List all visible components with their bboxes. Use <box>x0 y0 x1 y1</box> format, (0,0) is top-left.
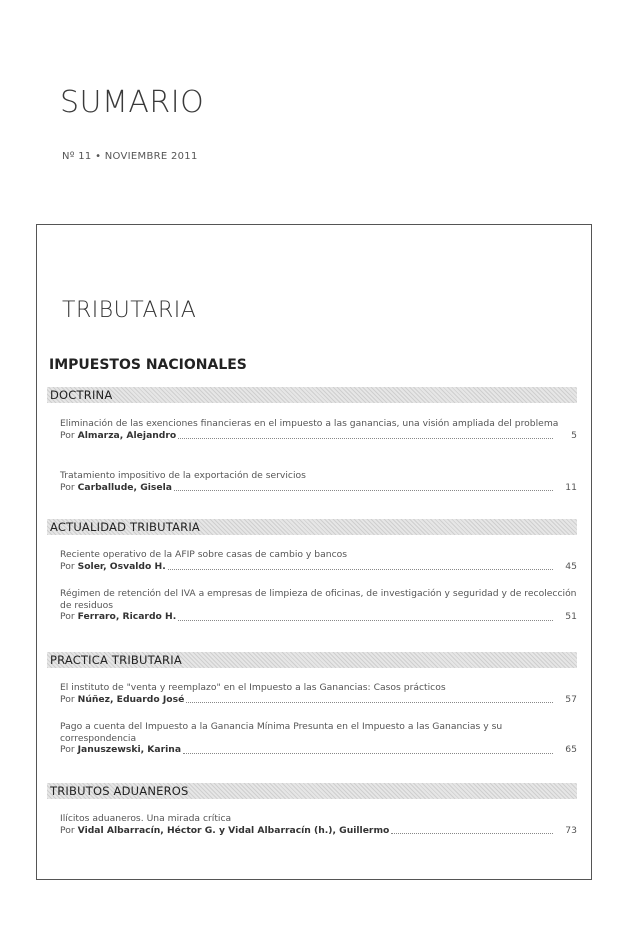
entry-por: Por <box>60 481 75 493</box>
toc-entry[interactable] <box>60 721 577 756</box>
entry-page-number: 65 <box>565 744 577 755</box>
entry-title: Eliminación de las exenciones financieras en el impuesto a las ganancias, una visión ampliada del problema <box>60 418 559 429</box>
entry-page-number: 51 <box>565 611 577 622</box>
entry-author: Vidal Albarracín, Héctor G. y Vidal Albarracín (h.), Guillermo <box>77 824 390 836</box>
entry-page-number: 57 <box>565 693 577 705</box>
entry-por: Por <box>60 824 75 836</box>
entry-page-number: 5 <box>571 429 577 441</box>
entry-por: Por <box>60 693 75 705</box>
entry-author-line <box>60 430 577 442</box>
category-label: TRIBUTOS ADUANEROS <box>50 784 189 798</box>
subsection-title: IMPUESTOS NACIONALES <box>49 357 247 373</box>
dot-leader <box>183 753 553 754</box>
entry-page-number: 73 <box>565 824 577 836</box>
toc-entry[interactable] <box>60 549 577 572</box>
entry-title: Reciente operativo de la AFIP sobre casas de cambio y bancos <box>60 549 348 560</box>
category-header-doctrina <box>47 387 577 403</box>
entry-por: Por <box>60 429 75 441</box>
entry-por: Por <box>60 744 75 755</box>
entry-por: Por <box>60 560 75 572</box>
dot-leader <box>178 438 553 439</box>
toc-entry[interactable] <box>60 588 577 623</box>
entry-title: El instituto de "venta y reemplazo" en el Impuesto a las Ganancias: Casos prácticos <box>60 682 446 693</box>
dot-leader <box>174 490 553 491</box>
category-label: PRACTICA TRIBUTARIA <box>50 653 182 667</box>
dot-leader <box>391 833 553 834</box>
entry-author-line <box>60 561 577 573</box>
dot-leader <box>178 620 553 621</box>
entry-author: Januszewski, Karina <box>77 744 182 755</box>
toc-entry[interactable] <box>60 682 577 705</box>
category-header-actualidad-tributaria <box>47 519 577 535</box>
entry-author: Soler, Osvaldo H. <box>77 560 166 572</box>
entry-page-number: 11 <box>565 481 577 493</box>
entry-author-line <box>60 825 577 837</box>
dot-leader <box>186 702 553 703</box>
entry-author: Carballude, Gisela <box>77 481 172 493</box>
entry-author: Ferraro, Ricardo H. <box>77 611 177 622</box>
dot-leader <box>168 569 553 570</box>
entry-author-line <box>60 694 577 706</box>
category-label: ACTUALIDAD TRIBUTARIA <box>50 520 200 534</box>
entry-author-line <box>60 611 577 623</box>
category-header-tributos-aduaneros <box>47 783 577 799</box>
entry-author: Almarza, Alejandro <box>77 429 177 441</box>
toc-entry[interactable] <box>60 470 577 493</box>
category-label: DOCTRINA <box>50 388 113 402</box>
entry-por: Por <box>60 611 75 622</box>
issue-info: Nº 11 • NOVIEMBRE 2011 <box>62 151 198 162</box>
entry-title: Tratamiento impositivo de la exportación de servicios <box>60 470 306 481</box>
entry-page-number: 45 <box>565 560 577 572</box>
page-title: SUMARIO <box>60 85 205 120</box>
entry-author-line <box>60 482 577 494</box>
toc-entry[interactable] <box>60 418 577 441</box>
entry-title: Pago a cuenta del Impuesto a la Ganancia Mínima Presunta en el Impuesto a las Ganancias y su correspondencia <box>60 721 503 744</box>
toc-entry[interactable] <box>60 813 577 836</box>
entry-title: Régimen de retención del IVA a empresas de limpieza de oficinas, de investigación y seguridad y de recolección de residuos <box>60 588 577 611</box>
category-header-practica-tributaria <box>47 652 577 668</box>
section-title: TRIBUTARIA <box>62 298 197 323</box>
entry-author-line <box>60 744 577 756</box>
entry-author: Núñez, Eduardo José <box>77 693 185 705</box>
entry-title: Ilícitos aduaneros. Una mirada crítica <box>60 813 232 824</box>
